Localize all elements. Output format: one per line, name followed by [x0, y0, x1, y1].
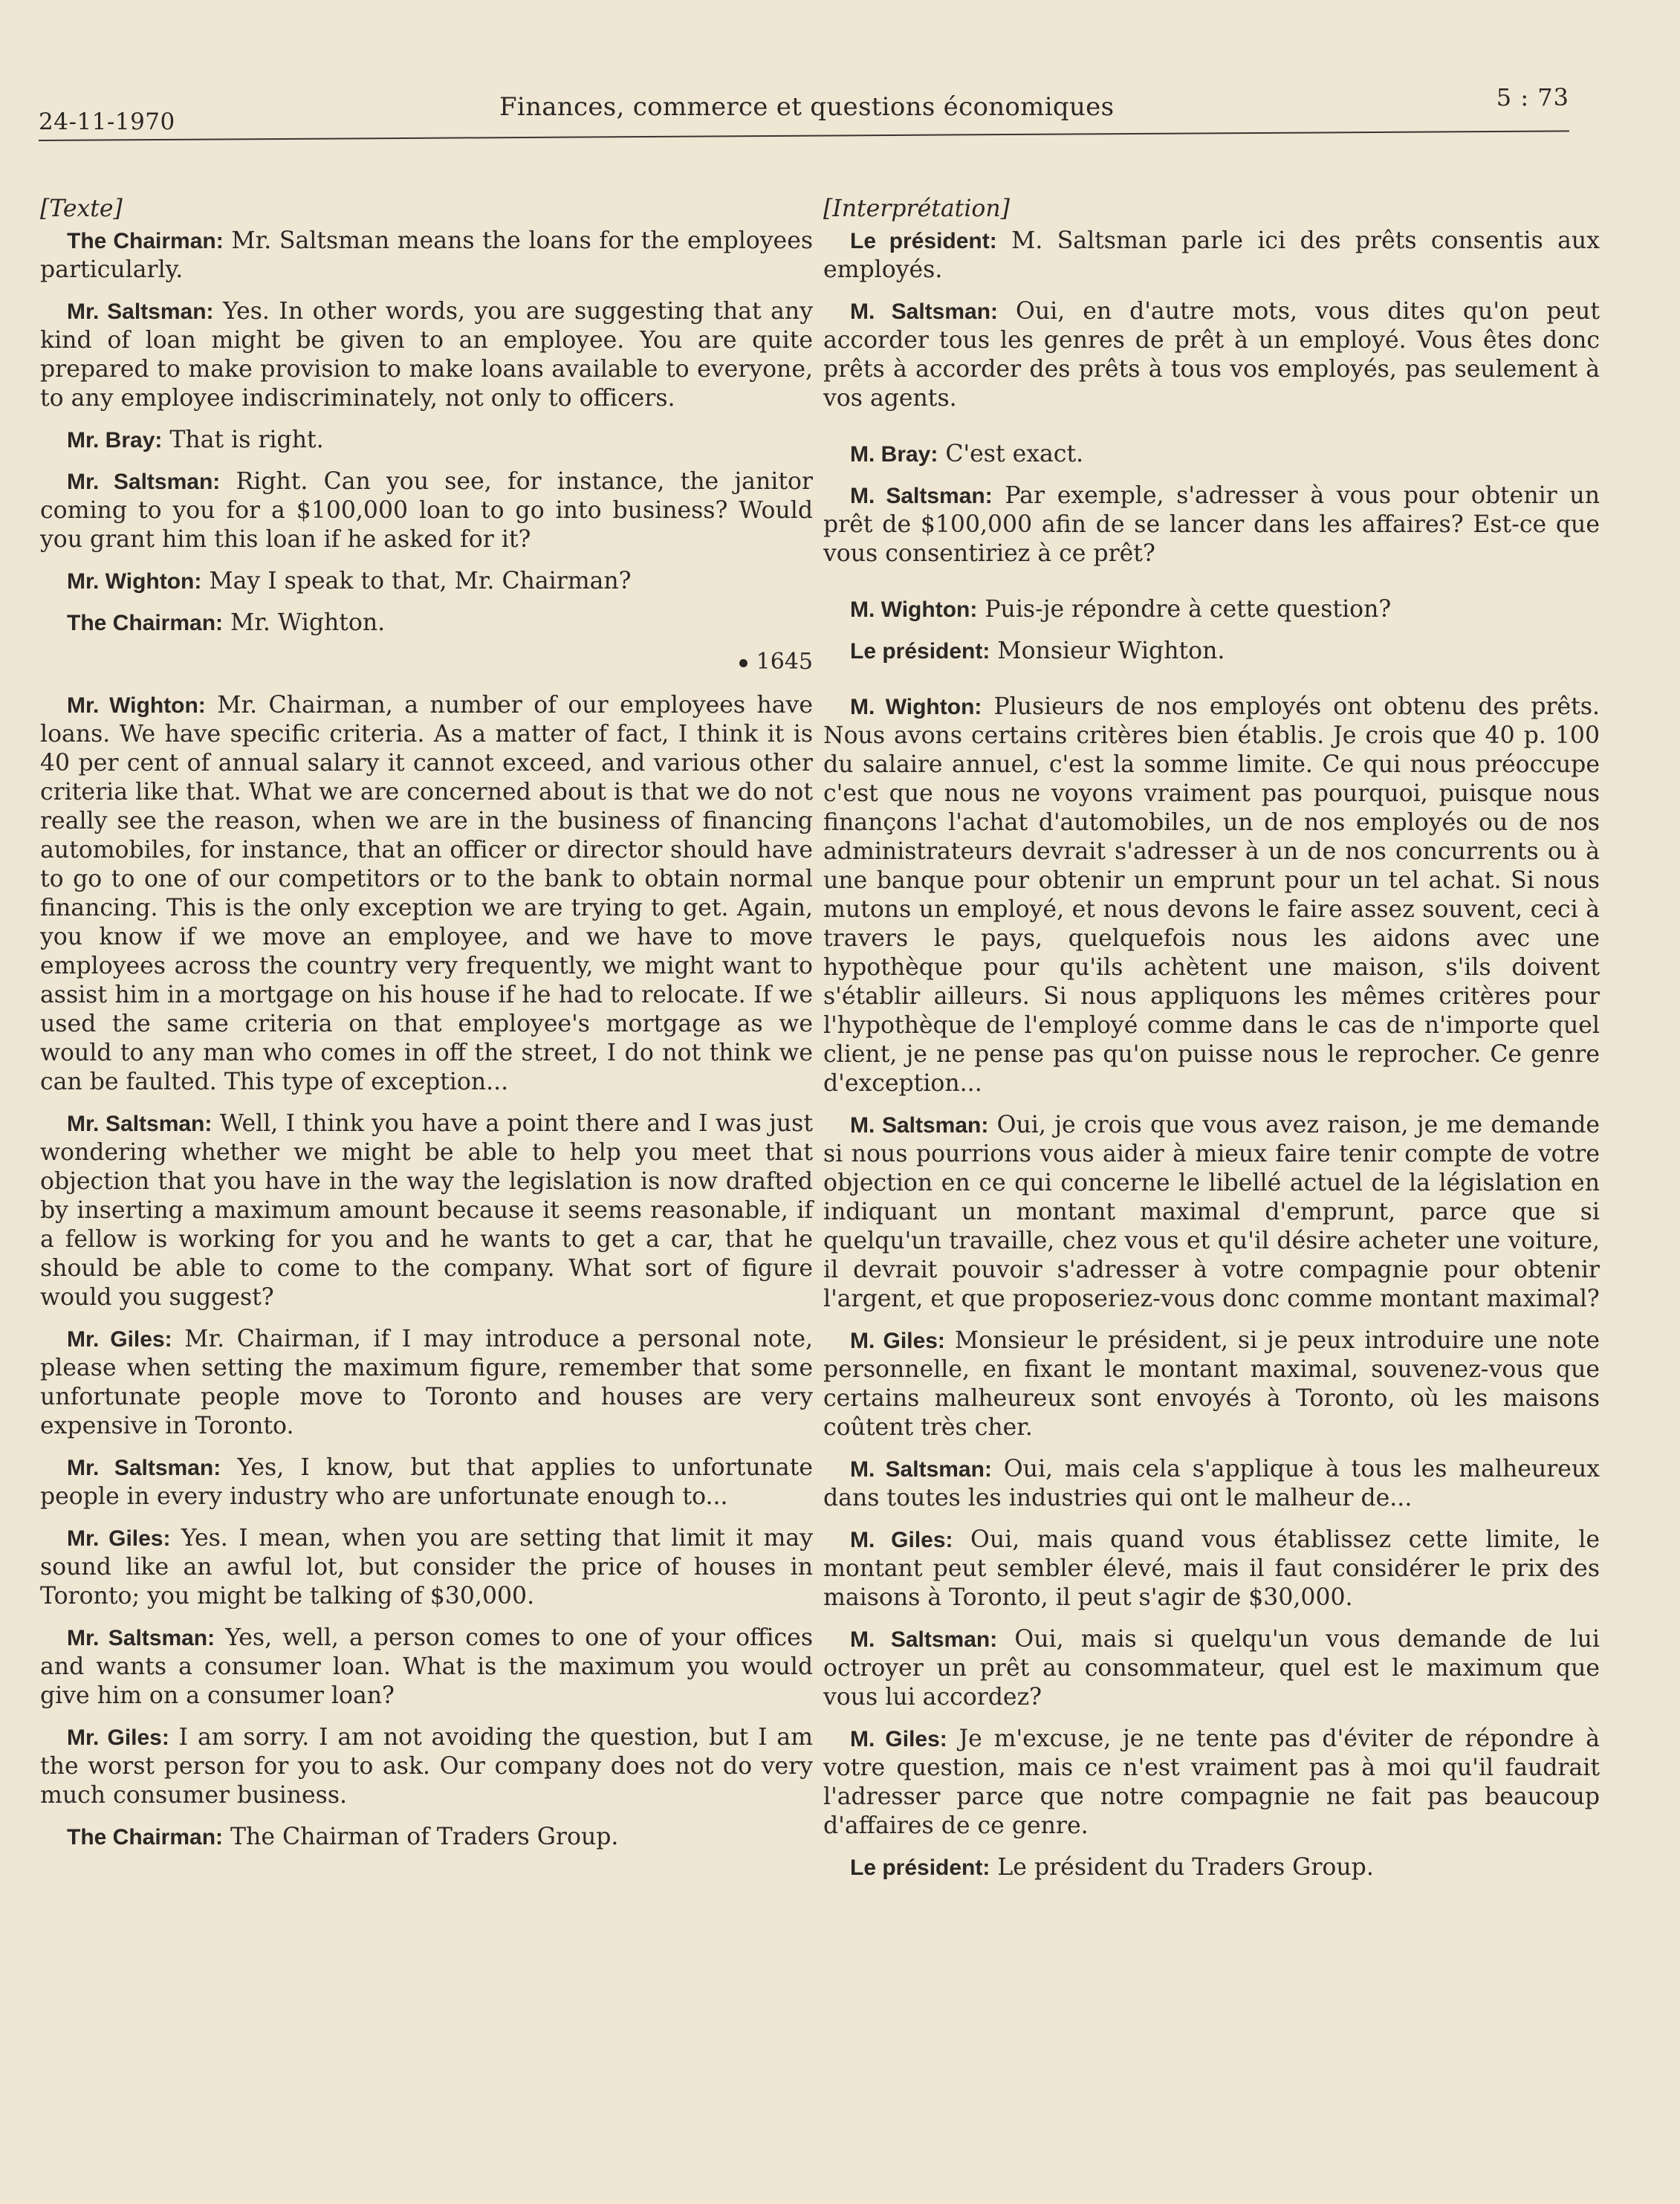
speech-text: Par exemple, s'adresser à vous pour obtenir un prêt de $100,000 afin de se lancer dans les affaires? Est-ce que vous consentiriez à ce prêt?: [823, 482, 1600, 567]
speech-text: Monsieur le président, si je peux introduire une note personnelle, en fixant le montant maximal, souvenez-vous que certains malheureux sont envoyés à Toronto, où les maisons coûtent très cher.: [823, 1327, 1600, 1441]
speaker-name: M. Giles:: [850, 1329, 945, 1353]
speaker-name: M. Saltsman:: [850, 484, 993, 508]
speaker-name: M. Saltsman:: [850, 1627, 998, 1652]
speaker-name: Mr. Wighton:: [67, 569, 202, 594]
left-paragraph: [40, 1624, 813, 1711]
speaker-name: Mr. Saltsman:: [67, 470, 221, 494]
speech-text: Mr. Saltsman means the loans for the employees particularly.: [40, 227, 814, 283]
left-paragraph: [40, 426, 813, 455]
left-paragraph: [40, 567, 813, 596]
speech-text: Le président du Traders Group.: [990, 1854, 1374, 1881]
speaker-name: M. Wighton:: [850, 695, 982, 719]
speech-text: Je m'excuse, je ne tente pas d'éviter de répondre à votre question, mais ce n'est vraiment pas à moi qu'il faudrait l'adresser parce que notre compagnie ne fait pas beaucoup d'affaires de ce genre.: [823, 1725, 1600, 1839]
speaker-name: M. Saltsman:: [850, 299, 999, 324]
speaker-name: M. Giles:: [850, 1528, 953, 1552]
speaker-name: The Chairman:: [67, 229, 224, 253]
speech-text: Oui, en d'autre mots, vous dites qu'on peut accorder tous les genres de prêt à un employé. Vous êtes donc prêts à accorder des prêts à tous vos employés, pas seulement à vos agents.: [823, 298, 1600, 412]
right-paragraph: [823, 1853, 1600, 1882]
speaker-name: M. Saltsman:: [850, 1113, 989, 1138]
speech-text: Oui, mais quand vous établissez cette limite, le montant peut sembler élevé, mais il faut considérer le prix des maisons à Toronto, il peut s'agir de $30,000.: [823, 1526, 1600, 1611]
header-title: Finances, commerce et questions économiques: [499, 92, 1115, 122]
header-date: 24-11-1970: [39, 108, 175, 135]
speaker-name: M. Bray:: [850, 442, 938, 467]
speech-text: M. Saltsman parle ici des prêts consentis aux employés.: [823, 227, 1600, 283]
speaker-name: Mr. Saltsman:: [67, 1112, 213, 1136]
speech-text: That is right.: [162, 427, 324, 453]
speech-text: Mr. Chairman, if I may introduce a personal note, please when setting the maximum figure, remember that some unfortunate people move to Toronto and houses are very expensive in Toronto.: [40, 1326, 813, 1439]
speaker-name: M. Wighton:: [850, 597, 978, 622]
right-paragraph: [823, 1455, 1600, 1513]
left-paragraph: [40, 1524, 813, 1611]
right-column-french: [823, 195, 1600, 1895]
left-paragraph: [40, 1109, 813, 1312]
speech-text: Mr. Chairman, a number of our employees have loans. We have specific criteria. As a matter of fact, I think it is 40 per cent of annual salary it cannot exceed, and various other criteria like that. What we are concerned about is that we do not really see the reason, when we are in the business of financing automobiles, for instance, that an officer or director should have to go to one of our competitors or to the bank to obtain normal financing. This is the only exception we are trying to get. Again, you know if we move an employee, and we have to move employees across the country very frequently, we might want to assist him in a mortgage on his house if he had to relocate. If we used the same criteria on that employee's mortgage as we would to any man who comes in off the street, I do not think we can be faulted. This type of exception...: [40, 692, 813, 1095]
left-paragraph: [40, 467, 813, 554]
right-paragraph: [823, 1625, 1600, 1712]
speaker-name: Mr. Saltsman:: [67, 1626, 215, 1650]
speech-text: May I speak to that, Mr. Chairman?: [201, 568, 632, 594]
speaker-name: Mr. Giles:: [67, 1526, 171, 1551]
speech-text: Yes. I mean, when you are setting that limit it may sound like an awful lot, but consider the price of houses in Toronto; you might be talking of $30,000.: [40, 1525, 813, 1610]
speech-text: Oui, mais cela s'applique à tous les malheureux dans toutes les industries qui ont le malheur de...: [823, 1456, 1600, 1511]
speaker-name: Mr. Giles:: [67, 1327, 172, 1352]
speech-text: I am sorry. I am not avoiding the question, but I am the worst person for you to ask. Our company does not do very much consumer business.: [40, 1724, 813, 1809]
speaker-name: The Chairman:: [67, 1825, 224, 1850]
speech-text: Plusieurs de nos employés ont obtenu des prêts. Nous avons certains critères bien établis. Je crois que 40 p. 100 du salaire annuel, c'est la somme limite. Ce qui nous préoccupe c'est que nous ne voyons vraiment pas pourquoi, puisque nous finançons l'achat d'automobiles, un de nos employés ou de nos administrateurs devrait s'adresser à un de nos concurrents ou à une banque pour obtenir un emprunt pour un tel achat. Si nous mutons un employé, et nous devons le faire assez souvent, ceci à travers le pays, quelquefois nous les aidons avec une hypothèque pour qu'ils achètent une maison, s'ils doivent s'établir ailleurs. Si nous appliquons les mêmes critères pour l'hypothèque de l'employé comme dans le cas de n'importe quel client, je ne pense pas qu'on puisse nous le reprocher. Ce genre d'exception...: [823, 693, 1600, 1097]
right-paragraph: [823, 1111, 1600, 1314]
right-paragraph: [823, 1526, 1600, 1613]
speech-text: Mr. Wighton.: [223, 609, 386, 636]
left-paragraph: [40, 1823, 813, 1852]
right-paragraph: [823, 482, 1600, 568]
header-page-number: 5 : 73: [1496, 83, 1569, 111]
left-paragraph: [40, 609, 813, 638]
speech-text: C'est exact.: [938, 441, 1084, 467]
speaker-name: Mr. Bray:: [67, 428, 163, 453]
left-paragraph: [40, 1453, 813, 1511]
speaker-name: Le président:: [850, 229, 997, 253]
left-paragraph: [40, 227, 813, 285]
right-paragraph: [823, 1725, 1600, 1841]
speaker-name: M. Saltsman:: [850, 1457, 992, 1482]
left-paragraph: [40, 1325, 813, 1441]
right-paragraph: [823, 227, 1600, 285]
speech-text: Oui, je crois que vous avez raison, je me demande si nous pourrions vous aider à mieux faire tenir compte de votre objection en ce qui concerne le libellé actuel de la législation en indiquant un montant maximal d'emprunt, parce que si quelqu'un travaille, chez vous et qu'il désire acheter une voiture, il devrait pouvoir s'adresser à votre compagnie pour obtenir l'argent, et que proposeriez-vous donc comme montant maximal?: [823, 1112, 1600, 1312]
right-paragraph: [823, 297, 1600, 413]
speaker-name: Mr. Giles:: [67, 1725, 169, 1750]
speaker-name: Mr. Saltsman:: [67, 1456, 221, 1480]
speaker-name: Mr. Wighton:: [67, 693, 206, 718]
right-paragraph: [823, 1326, 1600, 1442]
speaker-name: The Chairman:: [67, 611, 224, 635]
time-marker-value: 1645: [756, 649, 813, 675]
speaker-name: Le président:: [850, 1855, 990, 1880]
speech-text: Monsieur Wighton.: [990, 638, 1225, 664]
left-paragraph: [40, 1723, 813, 1810]
speech-text: Right. Can you see, for instance, the janitor coming to you for a $100,000 loan to go into business? Would you grant him this loan if he asked for it?: [40, 468, 813, 553]
section-label-interpretation: [Interprétation]: [823, 195, 1010, 222]
left-paragraph: [40, 297, 813, 413]
speaker-name: M. Giles:: [850, 1727, 947, 1751]
speech-text: The Chairman of Traders Group.: [223, 1824, 619, 1850]
right-paragraph: [823, 440, 1600, 469]
right-paragraph: [823, 693, 1600, 1098]
right-paragraph: [823, 637, 1600, 666]
speech-text: Yes, well, a person comes to one of your offices and wants a consumer loan. What is the maximum you would give him on a consumer loan?: [40, 1624, 813, 1709]
section-label-texte: [Texte]: [40, 195, 123, 222]
bullet-icon: [739, 659, 747, 667]
speaker-name: Mr. Saltsman:: [67, 299, 214, 324]
speech-text: Yes, I know, but that applies to unfortunate people in every industry who are unfortunate enough to...: [40, 1454, 813, 1510]
time-marker: [40, 647, 813, 676]
speech-text: Well, I think you have a point there and I was just wondering whether we might be able to help you meet that objection that you have in the way the legislation is now drafted by inserting a maximum amount because it seems reasonable, if a fellow is working for you and he wants to get a car, that he should be able to come to the company. What sort of figure would you suggest?: [40, 1110, 813, 1311]
page-header: [39, 83, 1569, 143]
speaker-name: Le président:: [850, 639, 990, 664]
speech-text: Oui, mais si quelqu'un vous demande de lui octroyer un prêt au consommateur, quel est le maximum que vous lui accordez?: [823, 1626, 1600, 1711]
left-column-english: [40, 195, 813, 1864]
speech-text: Yes. In other words, you are suggesting that any kind of loan might be given to an employee. You are quite prepared to make provision to make loans available to everyone, to any employee indiscriminately, not only to officers.: [40, 298, 813, 412]
left-paragraph: [40, 691, 813, 1097]
right-paragraph: [823, 595, 1600, 624]
speech-text: Puis-je répondre à cette question?: [977, 596, 1392, 623]
